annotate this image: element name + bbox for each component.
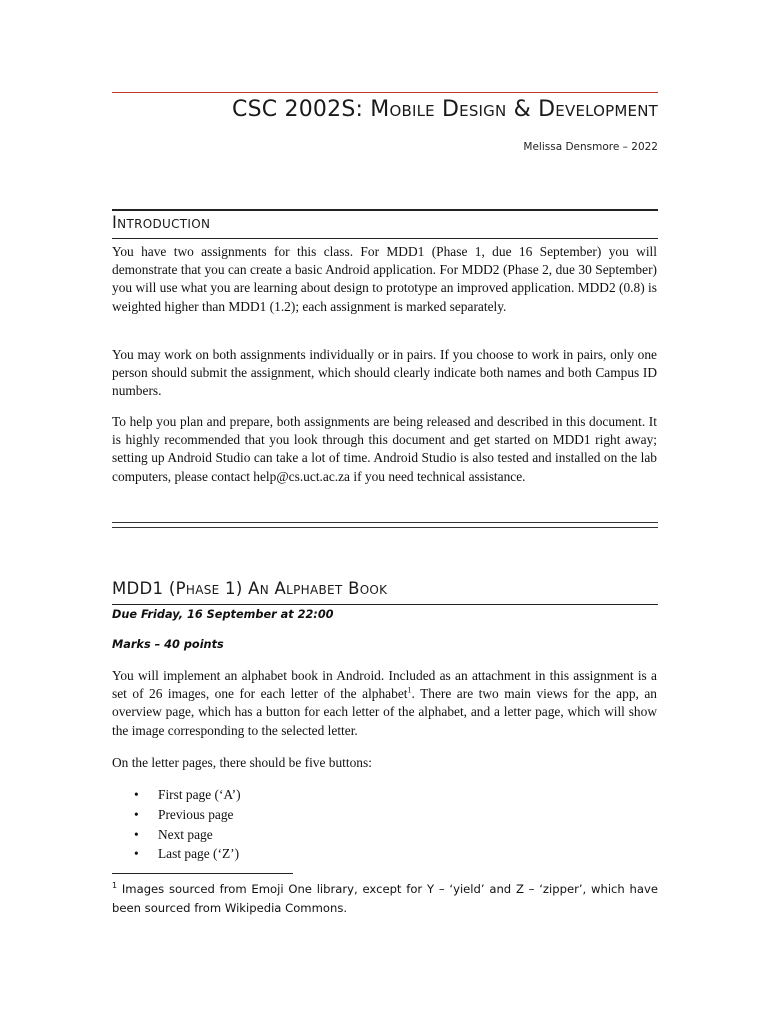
introduction-paragraph-2: You may work on both assignments individually or in pairs. If you choose to work in pairs, only one person should submit the assignment, which should clearly indicate both names and both Campus ID numbers.	[112, 347, 657, 399]
mdd1-paragraph-2: On the letter pages, there should be five buttons:	[112, 755, 372, 770]
letter-page-buttons-list	[134, 785, 241, 864]
section-divider	[112, 522, 658, 528]
mdd1-heading: MDD1 (Phase 1) An Alphabet Book	[112, 579, 388, 598]
mdd1-heading-rule	[112, 604, 658, 605]
mdd1-paragraph-1-text-end: . There are two main views for the app, an overview page, which has a button for each letter of the alphabet, and a letter page, which will show the image corresponding to the selected letter.	[112, 686, 657, 738]
header-rule	[112, 92, 658, 93]
footnote-mark: 1	[112, 881, 118, 891]
footnote-reference[interactable]: 1	[407, 685, 412, 695]
list-item-text: Last page (‘Z’)	[158, 846, 240, 862]
marks: Marks – 40 points	[112, 638, 224, 651]
list-item-text: First page (‘A’)	[158, 787, 241, 802]
bullet-icon: •	[134, 826, 139, 842]
list-item-text: Next page	[158, 826, 213, 842]
list-item	[134, 825, 241, 845]
list-item	[134, 844, 241, 864]
introduction-bottom-rule	[112, 238, 658, 239]
introduction-paragraph-3: To help you plan and prepare, both assignments are being released and described in this document. It is highly recommended that you look through this document and get started on MDD1 right away; setting up Android Studio can take a lot of time. Android Studio is also tested and installed on the lab computers, please contact help@cs.uct.ac.za if you need technical assistance.	[112, 414, 657, 484]
list-item-text: Previous page	[158, 806, 234, 822]
footnote-text: Images sourced from Emoji One library, except for Y – ‘yield’ and Z – ‘zipper’, which have been sourced from Wikipedia Commons.	[112, 882, 658, 915]
due-date: Due Friday, 16 September at 22:00	[112, 608, 334, 621]
document-author: Melissa Densmore – 2022	[523, 141, 658, 153]
list-item	[134, 805, 241, 825]
mdd1-paragraph-1	[112, 667, 657, 740]
bullet-icon: •	[134, 846, 139, 862]
footnote-rule	[112, 873, 293, 874]
mdd1-paragraph-1-text: You will implement an alphabet book in Android. Included as an attachment in this assignment is a set of 26 images, one for each letter of the alphabet	[112, 668, 657, 702]
footnote	[112, 880, 658, 917]
introduction-heading: Introduction	[112, 213, 211, 232]
document-title: CSC 2002S: Mobile Design & Development	[232, 97, 658, 122]
list-item	[134, 785, 241, 805]
introduction-paragraph-1: You have two assignments for this class. For MDD1 (Phase 1, due 16 September) you will demonstrate that you can create a basic Android application. For MDD2 (Phase 2, due 30 September) you will use what you are learning about design to prototype an improved application. MDD2 (0.8) is weighted higher than MDD1 (1.2); each assignment is marked separately.	[112, 244, 657, 314]
bullet-icon: •	[134, 806, 139, 822]
bullet-icon: •	[134, 787, 139, 802]
introduction-top-rule	[112, 209, 658, 211]
